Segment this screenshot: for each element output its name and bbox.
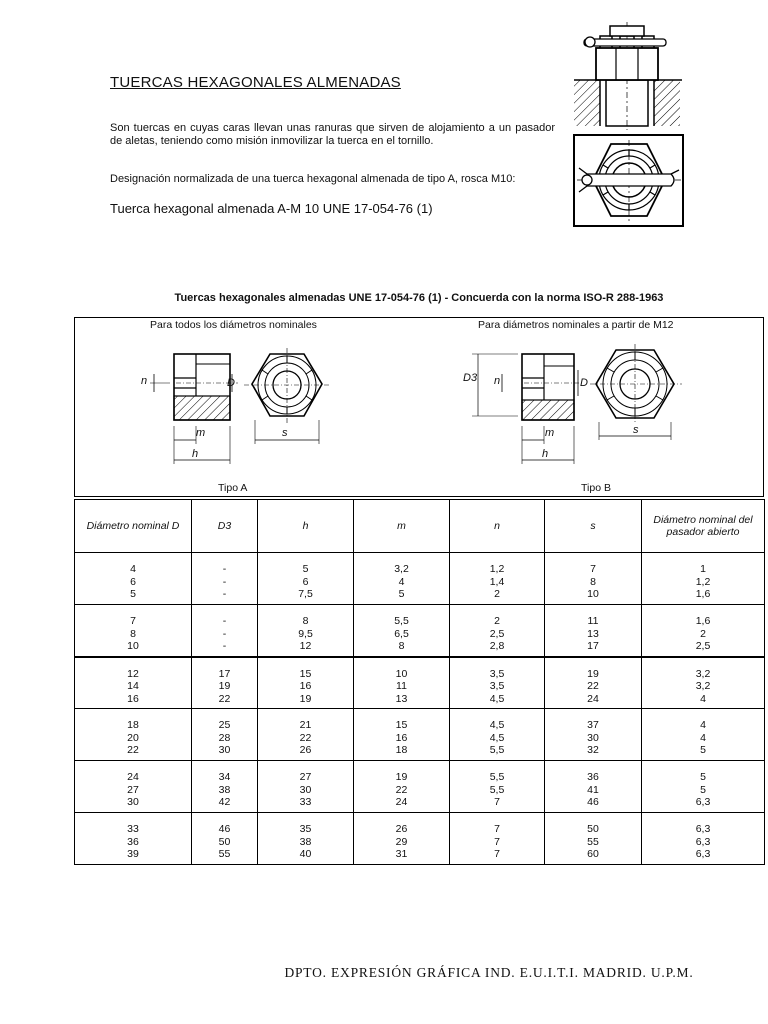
type-a-drawing [140, 340, 340, 470]
cell-value: 2 [700, 627, 706, 640]
cell-value: 10 [395, 667, 408, 680]
cell-value: 13 [395, 692, 408, 705]
cell-value: 18 [127, 719, 139, 731]
table-cell [642, 761, 765, 813]
dim-n-label: n [141, 375, 148, 387]
cell-value: 36 [587, 771, 599, 783]
footer-department: DPTO. EXPRESIÓN GRÁFICA IND. E.U.I.T.I. MADRID. U.P.M. [284, 965, 694, 980]
figure-left-caption: Para todos los diámetros nominales [150, 319, 317, 331]
cell-value: - [222, 588, 227, 600]
cell-value: 5,5 [489, 783, 505, 796]
cell-value: 8 [130, 627, 136, 640]
table-cell [192, 761, 258, 813]
header-h: h [258, 500, 354, 553]
cell-value: 27 [127, 783, 139, 796]
cell-value: 5 [700, 783, 706, 796]
dim-d-label: D [227, 377, 235, 389]
cell-value: 37 [587, 719, 599, 731]
table-cell [354, 605, 450, 657]
table-cell [192, 709, 258, 761]
table-cell [192, 813, 258, 865]
cell-value: 4,5 [489, 731, 505, 744]
table-cell [75, 813, 192, 865]
table-cell [258, 605, 354, 657]
cell-value: 55 [587, 835, 599, 848]
cell-value: 2 [494, 588, 500, 600]
cell-value: 4 [700, 719, 706, 731]
cell-value: 26 [299, 744, 312, 756]
cell-value: 19 [587, 667, 599, 680]
table-cell [642, 657, 765, 709]
cell-value: 9,5 [298, 627, 313, 640]
table-cell [545, 813, 642, 865]
designation-example: Tuerca hexagonal almenada A-M 10 UNE 17-054-76 (1) [110, 201, 433, 216]
cell-value: 12 [127, 667, 139, 680]
cell-value: 28 [218, 731, 231, 744]
table-cell [642, 813, 765, 865]
cell-value: 25 [218, 719, 231, 731]
table-row [75, 553, 765, 605]
cell-value: 6,3 [695, 848, 711, 860]
nut-on-bolt-illustration [570, 22, 688, 132]
header-d3: D3 [192, 500, 258, 553]
cell-value: 50 [218, 835, 231, 848]
table-cell [450, 709, 545, 761]
cell-value: 5 [398, 588, 405, 600]
cell-value: 22 [218, 692, 231, 705]
cell-value: 19 [218, 680, 231, 692]
table-cell [258, 761, 354, 813]
cell-value: 4,5 [489, 692, 505, 705]
cell-value: 5 [700, 744, 706, 756]
cell-value: 24 [127, 771, 139, 783]
cell-value: 24 [587, 692, 599, 705]
cell-value: 6,3 [695, 796, 711, 808]
cell-value: 33 [299, 796, 312, 808]
nut-plan-view-illustration [573, 134, 685, 228]
table-cell [354, 761, 450, 813]
cell-value: 22 [299, 731, 312, 744]
cell-value: 3,2 [695, 680, 711, 692]
cell-value: 6,5 [394, 627, 409, 640]
cell-value: 17 [587, 640, 599, 652]
cell-value: 4 [700, 692, 706, 705]
cell-value: 27 [299, 771, 312, 783]
cell-value: 8 [590, 575, 596, 588]
table-cell [450, 813, 545, 865]
cell-value: 29 [395, 835, 408, 848]
cell-value: 3,2 [394, 563, 409, 575]
cell-value: 19 [395, 771, 408, 783]
cell-value: 6 [130, 575, 136, 588]
cell-value: 40 [299, 848, 312, 860]
cell-value: 4,5 [489, 719, 505, 731]
cell-value: 1 [700, 563, 706, 575]
cell-value: 7 [494, 848, 500, 860]
cell-value: 2 [494, 615, 500, 627]
table-cell [258, 709, 354, 761]
cell-value: 19 [299, 692, 312, 705]
cell-value: 5 [130, 588, 136, 600]
cell-value: 39 [127, 848, 139, 860]
cell-value: 36 [127, 835, 139, 848]
table-cell [258, 553, 354, 605]
dim-m-label-b: m [545, 427, 555, 439]
cell-value: 3,2 [695, 667, 711, 680]
cell-value: 41 [587, 783, 599, 796]
cell-value: 10 [127, 640, 139, 652]
cell-value: 38 [218, 783, 231, 796]
cell-value: 16 [395, 731, 408, 744]
cell-value: 1,2 [695, 575, 711, 588]
dim-n-label-b: n [494, 375, 501, 387]
cell-value: 21 [299, 719, 312, 731]
cell-value: 16 [127, 692, 139, 705]
cell-value: 11 [587, 615, 599, 627]
cell-value: 6,3 [695, 835, 711, 848]
table-cell [75, 761, 192, 813]
table-caption: Tuercas hexagonales almenadas UNE 17-054-76 (1) - Concuerda con la norma ISO-R 288-1963 [174, 292, 664, 304]
cell-value: 2,5 [489, 627, 505, 640]
table-row [75, 605, 765, 657]
table-cell [75, 657, 192, 709]
cell-value: 26 [395, 823, 408, 835]
cell-value: 30 [299, 783, 312, 796]
cell-value: 1,4 [489, 575, 505, 588]
cell-value: 35 [299, 823, 312, 835]
header-diametro-nominal: Diámetro nominal D [75, 500, 192, 553]
cell-value: - [222, 640, 227, 652]
table-cell [450, 657, 545, 709]
table-cell [75, 709, 192, 761]
cell-value: 31 [395, 848, 408, 860]
table-cell [75, 605, 192, 657]
cell-value: 55 [218, 848, 231, 860]
dim-d-label-b: D [580, 377, 588, 389]
table-cell [354, 813, 450, 865]
cell-value: 3,5 [489, 667, 505, 680]
cell-value: 7,5 [298, 588, 313, 600]
cell-value: 1,6 [695, 615, 711, 627]
table-row [75, 709, 765, 761]
cell-value: 12 [299, 640, 312, 652]
cell-value: - [222, 615, 227, 627]
cell-value: 18 [395, 744, 408, 756]
cell-value: 4 [700, 731, 706, 744]
cell-value: - [222, 575, 227, 588]
table-header-row [75, 500, 765, 553]
cell-value: 11 [396, 680, 407, 692]
table-row [75, 657, 765, 709]
cell-value: 6,3 [695, 823, 711, 835]
table-cell [450, 553, 545, 605]
dim-s-label-b: s [633, 424, 639, 436]
cell-value: 4 [130, 563, 136, 575]
dim-s-label: s [282, 427, 288, 439]
designation-intro: Designación normalizada de una tuerca hexagonal almenada de tipo A, rosca M10: [110, 173, 516, 185]
cell-value: 22 [127, 744, 139, 756]
table-row [75, 761, 765, 813]
cell-value: 50 [587, 823, 599, 835]
table-cell [354, 709, 450, 761]
type-a-label: Tipo A [218, 482, 248, 494]
cell-value: 15 [395, 719, 408, 731]
intro-paragraph: Son tuercas en cuyas caras llevan unas ranuras que sirven de alojamiento a un pasador de aletas, teniendo como misión inmovilizar la tuerca en el tornillo. [110, 122, 555, 147]
table-cell [258, 813, 354, 865]
cell-value: 1,2 [489, 563, 505, 575]
cell-value: 60 [587, 848, 599, 860]
table-cell [192, 553, 258, 605]
header-m: m [354, 500, 450, 553]
table-cell [258, 657, 354, 709]
table-cell [354, 553, 450, 605]
cell-value: 5 [700, 771, 706, 783]
dim-m-label: m [196, 427, 206, 439]
table-cell [545, 761, 642, 813]
cell-value: 5,5 [489, 771, 505, 783]
cell-value: 30 [218, 744, 231, 756]
cell-value: 7 [494, 823, 500, 835]
cell-value: 7 [494, 796, 500, 808]
table-cell [545, 657, 642, 709]
cell-value: 16 [299, 680, 312, 692]
cell-value: 30 [587, 731, 599, 744]
cell-value: 32 [587, 744, 599, 756]
cell-value: 46 [587, 796, 599, 808]
cell-value: 7 [590, 563, 596, 575]
cell-value: 7 [494, 835, 500, 848]
cell-value: 8 [398, 640, 405, 652]
dimension-table [74, 499, 764, 865]
document-title: TUERCAS HEXAGONALES ALMENADAS [110, 74, 401, 91]
cell-value: 4 [398, 575, 405, 588]
cell-value: 33 [127, 823, 139, 835]
header-pasador: Diámetro nominal del pasador abierto [642, 500, 765, 553]
table-row [75, 813, 765, 865]
table-cell [450, 605, 545, 657]
table-cell [642, 709, 765, 761]
cell-value: 3,5 [489, 680, 505, 692]
table-cell [75, 553, 192, 605]
cell-value: 38 [299, 835, 312, 848]
table-cell [354, 657, 450, 709]
cell-value: 1,6 [695, 588, 711, 600]
type-b-label: Tipo B [581, 482, 611, 494]
cell-value: - [222, 563, 227, 575]
cell-value: 6 [302, 575, 309, 588]
cell-value: 10 [587, 588, 599, 600]
cell-value: 15 [299, 667, 312, 680]
cell-value: 20 [127, 731, 139, 744]
cell-value: 34 [218, 771, 231, 783]
dim-h-label: h [192, 448, 199, 460]
table-cell [545, 709, 642, 761]
cell-value: 24 [395, 796, 408, 808]
cell-value: 14 [127, 680, 139, 692]
cell-value: 5 [302, 563, 309, 575]
header-n: n [450, 500, 545, 553]
cell-value: 2,5 [695, 640, 711, 652]
type-b-drawing [458, 340, 688, 470]
cell-value: - [222, 627, 227, 640]
figure-right-caption: Para diámetros nominales a partir de M12 [478, 319, 674, 331]
cell-value: 7 [130, 615, 136, 627]
table-cell [192, 605, 258, 657]
header-s: s [545, 500, 642, 553]
cell-value: 42 [218, 796, 231, 808]
cell-value: 2,8 [489, 640, 505, 652]
table-cell [192, 657, 258, 709]
cell-value: 22 [587, 680, 599, 692]
table-cell [642, 553, 765, 605]
cell-value: 22 [395, 783, 408, 796]
cell-value: 8 [302, 615, 309, 627]
table-cell [450, 761, 545, 813]
table-cell [545, 553, 642, 605]
cell-value: 5,5 [394, 615, 409, 627]
dim-d3-label: D3 [463, 372, 478, 384]
cell-value: 17 [218, 667, 231, 680]
cell-value: 5,5 [489, 744, 505, 756]
cell-value: 13 [587, 627, 599, 640]
cell-value: 46 [218, 823, 231, 835]
table-cell [545, 605, 642, 657]
cell-value: 30 [127, 796, 139, 808]
table-cell [642, 605, 765, 657]
dim-h-label-b: h [542, 448, 549, 460]
